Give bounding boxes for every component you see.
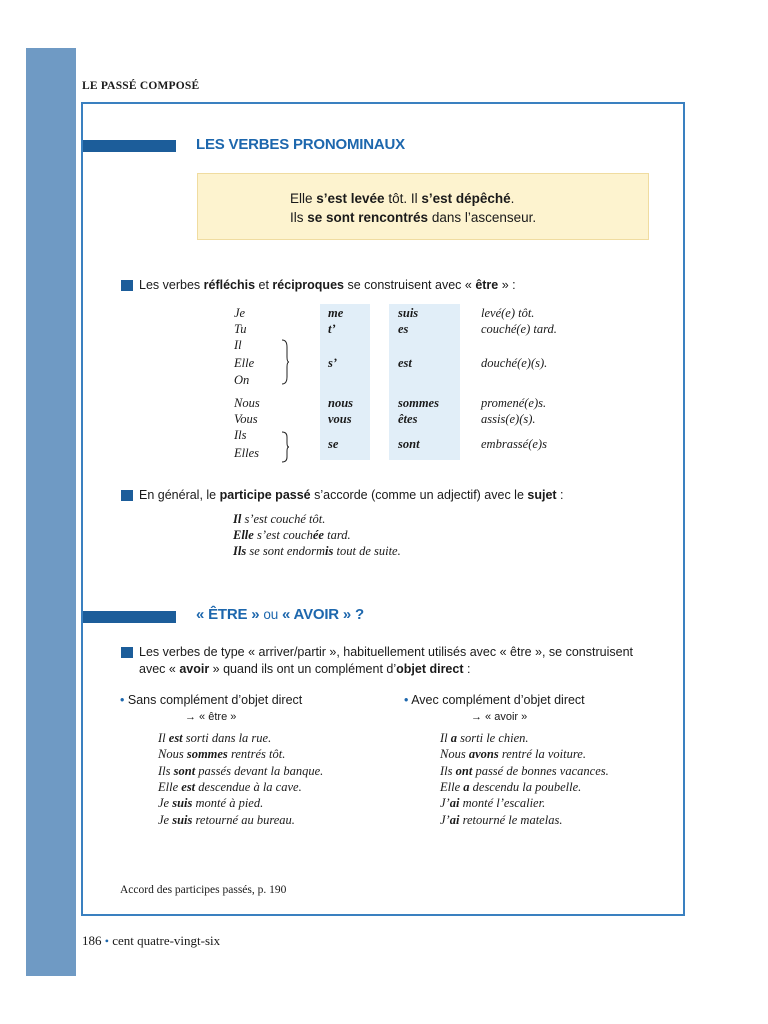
- pronoun-tu: Tu: [234, 322, 247, 336]
- participle-promene: promené(e)s.: [481, 396, 547, 410]
- title-run: « AVOIR » ?: [278, 606, 364, 623]
- agreement-example-2: [233, 528, 351, 543]
- text-run: suis: [172, 813, 193, 827]
- text-run: objet direct: [396, 662, 464, 676]
- text-run: Elle: [158, 780, 182, 794]
- auxiliary-est: est: [398, 356, 412, 370]
- etre-example-5: [158, 796, 263, 811]
- participle-douche: douché(e)(s).: [481, 356, 548, 370]
- text-run: passé de bonnes vacances.: [472, 764, 609, 778]
- text-run: retourné le matelas.: [459, 813, 563, 827]
- text-run: sont: [173, 764, 196, 778]
- example-box: [197, 173, 649, 240]
- pronoun-je: Je: [234, 306, 246, 320]
- section-marker-bar: [83, 140, 176, 152]
- avoir-example-5: [440, 796, 545, 811]
- text-run: avoir: [179, 662, 210, 676]
- text-run: réciproques: [272, 278, 344, 292]
- etre-example-1: [158, 731, 271, 746]
- text-run: réfléchis: [203, 278, 256, 292]
- text-run: Il: [233, 512, 242, 526]
- rule-bullet-square: [121, 490, 133, 501]
- text-run: » quand ils ont un complément d’: [209, 662, 397, 676]
- text-run: Les verbes de type « arriver/partir », habituellement utilisés avec « être », se construisent: [139, 645, 634, 659]
- section-title-etre-avoir: [196, 606, 364, 623]
- page-footer: [82, 933, 220, 949]
- text-run: Elle: [440, 780, 464, 794]
- text-run: Je: [158, 796, 173, 810]
- participle-couche: couché(e) tard.: [481, 322, 557, 336]
- reflexive-s: s’: [328, 356, 338, 370]
- text-run: Nous: [440, 747, 469, 761]
- text-run: se sont rencontrés: [307, 210, 429, 225]
- reflexive-t: t’: [328, 322, 336, 336]
- auxiliary-sommes: sommes: [398, 396, 439, 410]
- text-run: descendue à la cave.: [195, 780, 302, 794]
- text-run: :: [463, 662, 471, 676]
- text-run: monté l’escalier.: [459, 796, 546, 810]
- rule-reflexive-verbs: [139, 278, 516, 292]
- title-run: « ÊTRE »: [196, 606, 264, 623]
- text-run: tôt. Il: [384, 191, 422, 206]
- etre-example-6: [158, 813, 295, 828]
- column-sub-avoir: → « avoir »: [471, 711, 528, 723]
- pronoun-vous: Vous: [234, 412, 258, 426]
- bullet-dot-icon: •: [404, 693, 409, 707]
- title-run: ou: [263, 607, 279, 622]
- participle-embrasse: embrassé(e)s: [481, 437, 547, 451]
- section-marker-bar: [83, 611, 176, 623]
- text-run: Ils: [290, 210, 308, 225]
- text-run: dans l’ascenseur.: [428, 210, 537, 225]
- rule-participle-agreement: [139, 488, 564, 502]
- text-run: se sont endorm: [246, 544, 326, 558]
- text-run: Il: [440, 731, 451, 745]
- text-run: ai: [449, 796, 460, 810]
- text-run: retourné au bureau.: [192, 813, 295, 827]
- etre-example-4: [158, 780, 302, 795]
- avoir-example-6: [440, 813, 562, 828]
- text-run: Nous: [158, 747, 187, 761]
- section-title-pronominaux: LES VERBES PRONOMINAUX: [196, 136, 405, 153]
- text-run: s’est levée: [316, 191, 385, 206]
- text-run: suis: [172, 796, 193, 810]
- text-run: is: [325, 544, 334, 558]
- pronoun-nous: Nous: [234, 396, 260, 410]
- text-run: J’: [440, 796, 450, 810]
- text-run: être: [475, 278, 499, 292]
- text-run: s’est couch: [253, 528, 313, 542]
- pronoun-elles: Elles: [234, 446, 259, 460]
- pronoun-elle: Elle: [234, 356, 255, 370]
- text-run: passés devant la banque.: [195, 764, 324, 778]
- text-run: Elle: [290, 191, 317, 206]
- reflexive-vous: vous: [328, 412, 352, 426]
- text-run: descendu la poubelle.: [469, 780, 582, 794]
- column-sub-etre: → « être »: [185, 711, 237, 723]
- text-run: Elle: [233, 528, 254, 542]
- text-run: Ils: [158, 764, 174, 778]
- etre-example-2: [158, 747, 285, 762]
- brace-ils-elles: [281, 431, 289, 463]
- agreement-example-1: [233, 512, 325, 527]
- pronoun-il: Il: [234, 338, 242, 352]
- pronoun-on: On: [234, 373, 250, 387]
- text-run: .: [510, 191, 515, 206]
- page-number-words: cent quatre-vingt-six: [112, 933, 221, 948]
- text-run: rentré la voiture.: [498, 747, 586, 761]
- text-run: sorti dans la rue.: [182, 731, 272, 745]
- auxiliary-etes: êtes: [398, 412, 418, 426]
- avoir-example-1: [440, 731, 529, 746]
- text-run: a: [463, 780, 470, 794]
- footer-bullet: •: [104, 934, 109, 948]
- rule-bullet-square: [121, 647, 133, 658]
- agreement-example-3: [233, 544, 401, 559]
- example-line-1: [290, 189, 514, 208]
- text-run: Je: [158, 813, 173, 827]
- avoir-example-2: [440, 747, 586, 762]
- text-run: se construisent avec «: [343, 278, 476, 292]
- chapter-title: LE PASSÉ COMPOSÉ: [82, 80, 200, 92]
- reflexive-me: me: [328, 306, 344, 320]
- text-run: ont: [455, 764, 473, 778]
- text-run: est: [168, 731, 183, 745]
- avoir-example-3: [440, 764, 609, 779]
- text-run: s’est couché tôt.: [241, 512, 326, 526]
- rule-bullet-square: [121, 280, 133, 291]
- text-run: participe passé: [219, 488, 311, 502]
- rule-etre-avoir-line-2: [139, 662, 470, 676]
- text-run: est: [181, 780, 196, 794]
- text-run: et: [255, 278, 273, 292]
- text-run: tard.: [323, 528, 351, 542]
- text-run: Ils: [233, 544, 247, 558]
- reflexive-se: se: [328, 437, 339, 451]
- avoir-example-4: [440, 780, 581, 795]
- text-run: monté à pied.: [192, 796, 264, 810]
- column-heading-avec-cod: • Avec complément d’objet direct: [404, 693, 585, 707]
- text-run: » :: [498, 278, 516, 292]
- text-run: ai: [449, 813, 460, 827]
- text-run: avec «: [139, 662, 180, 676]
- etre-example-3: [158, 764, 323, 779]
- bullet-dot-icon: •: [120, 693, 125, 707]
- text-run: Ils: [440, 764, 456, 778]
- text-run: s’accorde (comme un adjectif) avec le: [310, 488, 528, 502]
- side-color-band: [26, 48, 76, 976]
- auxiliary-es: es: [398, 322, 409, 336]
- participle-leve: levé(e) tôt.: [481, 306, 535, 320]
- brace-il-elle-on: [281, 339, 289, 385]
- auxiliary-sont: sont: [398, 437, 420, 451]
- participle-assis: assis(e)(s).: [481, 412, 536, 426]
- example-line-2: [290, 208, 536, 227]
- text-run: s’est dépêché: [421, 191, 511, 206]
- rule-etre-avoir-line-1: [139, 645, 633, 659]
- cross-reference-link[interactable]: Accord des participes passés, p. 190: [120, 884, 287, 896]
- text-run: sorti le chien.: [457, 731, 529, 745]
- text-run: tout de suite.: [333, 544, 401, 558]
- text-run: avons: [468, 747, 499, 761]
- text-run: rentrés tôt.: [227, 747, 286, 761]
- text-run: En général, le: [139, 488, 220, 502]
- text-run: Les verbes: [139, 278, 204, 292]
- text-run: J’: [440, 813, 450, 827]
- text-run: sommes: [186, 747, 228, 761]
- text-run: sujet: [527, 488, 557, 502]
- auxiliary-suis: suis: [398, 306, 419, 320]
- pronoun-ils: Ils: [234, 428, 247, 442]
- text-run: :: [556, 488, 564, 502]
- text-run: Il: [158, 731, 169, 745]
- text-run: ée: [312, 528, 324, 542]
- reflexive-nous: nous: [328, 396, 354, 410]
- text-run: a: [450, 731, 458, 745]
- page-number: 186: [82, 933, 102, 948]
- column-heading-sans-cod: • Sans complément d’objet direct: [120, 693, 303, 707]
